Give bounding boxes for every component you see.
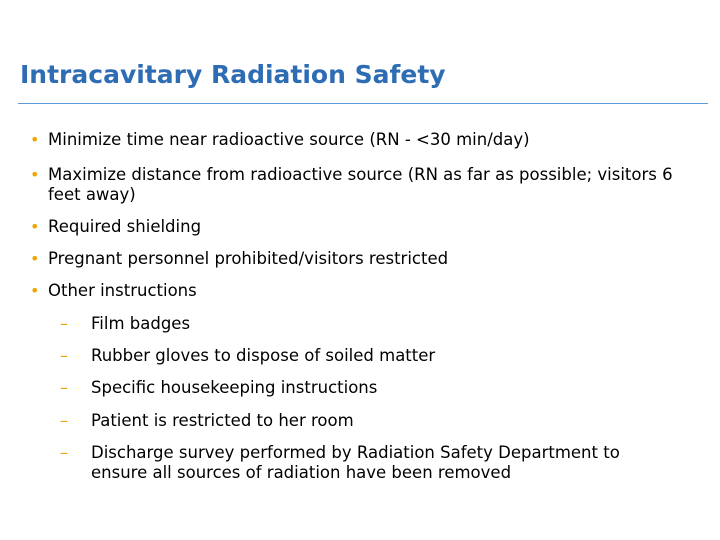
bullet-item (30, 217, 690, 237)
sub-bullet-text: Film badges (91, 314, 191, 333)
bullet-icon: • (30, 165, 40, 184)
sub-bullet-text: Rubber gloves to dispose of soiled matter (91, 346, 436, 365)
dash-icon: – (60, 411, 68, 430)
bullet-item (30, 249, 690, 269)
sub-bullet-item (60, 346, 680, 366)
dash-icon: – (60, 346, 68, 365)
bullet-text: Other instructions (48, 281, 197, 300)
slide-title: Intracavitary Radiation Safety (20, 60, 446, 89)
bullet-item (30, 281, 690, 301)
sub-bullet-item (60, 443, 680, 483)
bullet-icon: • (30, 130, 40, 149)
bullet-icon: • (30, 249, 40, 268)
title-divider (18, 103, 708, 104)
bullet-item (30, 165, 690, 205)
dash-icon: – (60, 378, 68, 397)
bullet-text: Pregnant personnel prohibited/visitors restricted (48, 249, 449, 268)
bullet-text: Minimize time near radioactive source (RN - <30 min/day) (48, 130, 530, 149)
bullet-text: Required shielding (48, 217, 202, 236)
dash-icon: – (60, 314, 68, 333)
bullet-text: Maximize distance from radioactive source (RN as far as possible; visitors 6 feet away) (48, 165, 673, 204)
sub-bullet-text: Discharge survey performed by Radiation Safety Department to ensure all sources of radiation have been removed (91, 443, 620, 482)
bullet-item (30, 130, 690, 150)
dash-icon: – (60, 443, 68, 462)
sub-bullet-item (60, 378, 680, 398)
bullet-icon: • (30, 281, 40, 300)
sub-bullet-item (60, 314, 680, 334)
sub-bullet-text: Patient is restricted to her room (91, 411, 354, 430)
bullet-icon: • (30, 217, 40, 236)
sub-bullet-text: Specific housekeeping instructions (91, 378, 378, 397)
sub-bullet-item (60, 411, 680, 431)
